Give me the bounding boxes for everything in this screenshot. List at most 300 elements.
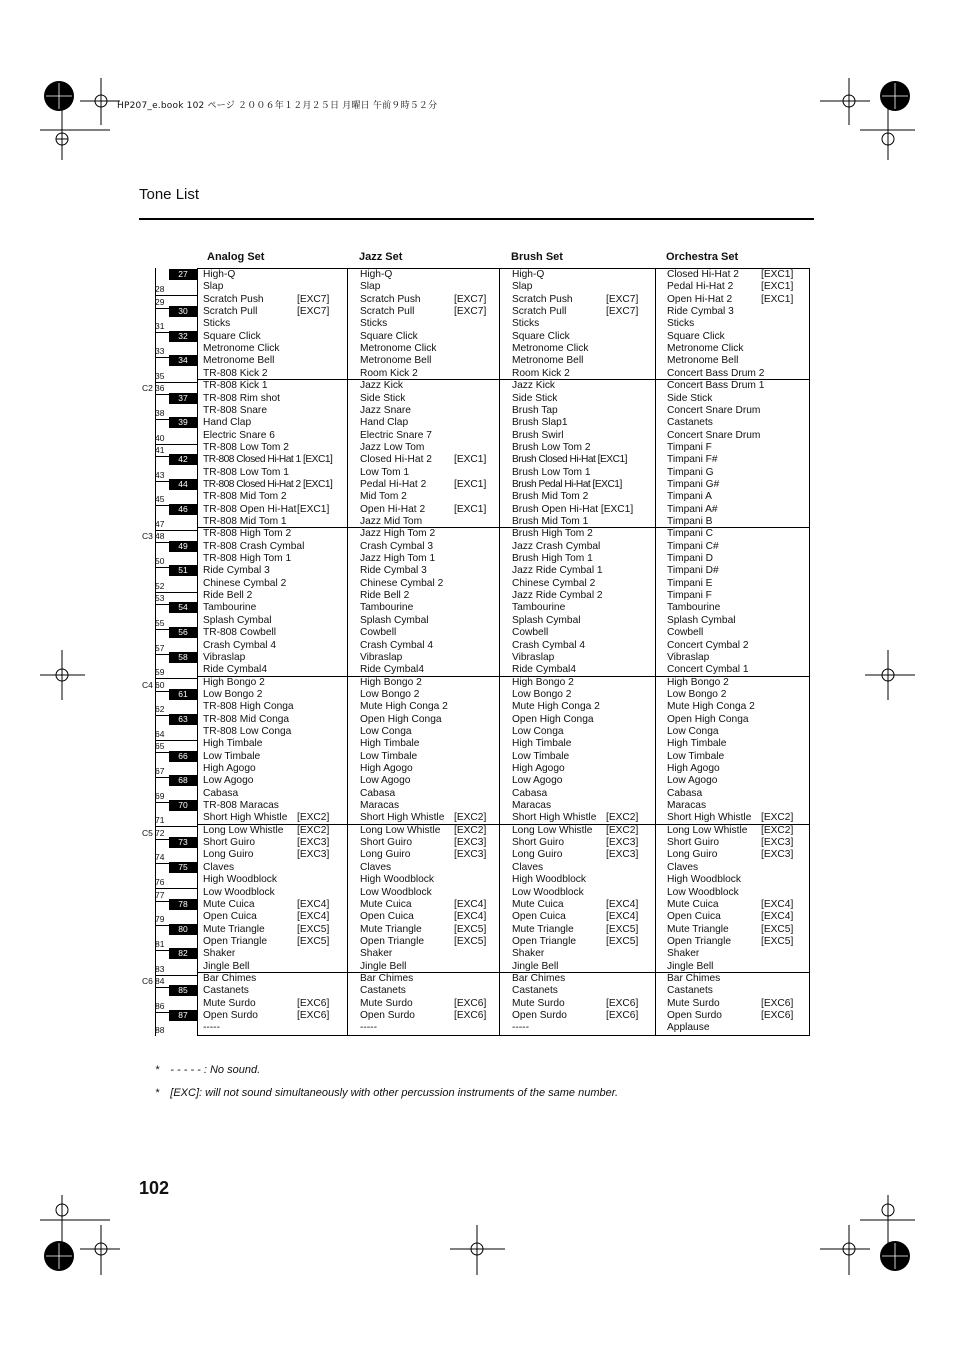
octave-label: C3 [142, 531, 153, 542]
tone-name-brush: Jazz Ride Cymbal 1 [512, 565, 603, 577]
tone-name-brush: Open Cuica [512, 911, 566, 923]
exclusive-group-orchestra: [EXC6] [761, 1010, 794, 1021]
tone-name-orchestra: Low Conga [667, 725, 719, 737]
black-key-label: 75 [169, 862, 197, 873]
tone-name-jazz: Jingle Bell [360, 960, 407, 972]
exclusive-group-brush: [EXC5] [606, 935, 639, 947]
tone-name-brush: Open Triangle [512, 935, 576, 947]
exclusive-group-jazz: [EXC7] [454, 306, 487, 318]
white-key-label: 83 [155, 963, 165, 974]
exclusive-group-jazz: [EXC3] [454, 837, 487, 849]
exclusive-group-analog: [EXC4] [297, 898, 330, 910]
tone-name-jazz: Jazz High Tom 2 [360, 528, 436, 540]
tone-name-orchestra: Jingle Bell [667, 960, 714, 972]
tone-name-orchestra: Concert Cymbal 2 [667, 639, 749, 651]
tone-name-brush: Brush Tap [512, 404, 558, 416]
tone-name-analog: Bar Chimes [203, 972, 257, 984]
tone-name-analog: Mute Triangle [203, 923, 265, 935]
tone-name-orchestra: Shaker [667, 948, 700, 960]
white-key-label: 57 [155, 642, 165, 653]
tone-name-analog: High Bongo 2 [203, 676, 265, 688]
exclusive-group-analog: [EXC7] [297, 293, 330, 305]
tone-name-brush: Tambourine [512, 602, 566, 614]
tone-name-orchestra: Timpani A [667, 491, 712, 503]
tone-name-orchestra: Ride Cymbal 3 [667, 306, 734, 318]
white-key-label: 31 [155, 321, 165, 332]
black-key-label: 78 [169, 899, 197, 910]
tone-name-orchestra: Metronome Bell [667, 355, 739, 367]
tone-name-orchestra: Short High Whistle [667, 812, 752, 824]
exclusive-group-analog: [EXC6] [297, 1010, 330, 1021]
tone-name-brush: Low Bongo 2 [512, 688, 572, 700]
tone-name-brush: Mute Triangle [512, 923, 574, 935]
tone-name-orchestra: Low Woodblock [667, 886, 739, 898]
tone-name-orchestra: Maracas [667, 800, 707, 812]
black-key-label: 49 [169, 541, 197, 552]
tone-name-orchestra: Cowbell [667, 627, 704, 639]
tone-name-analog: Open Triangle [203, 935, 267, 947]
tone-name-brush: Short High Whistle [512, 812, 597, 824]
tone-name-orchestra: High Agogo [667, 763, 720, 774]
white-key-label: 77 [155, 889, 165, 900]
tone-name-analog: TR-808 Cowbell [203, 627, 277, 639]
tone-name-jazz: Closed Hi-Hat 2 [360, 454, 432, 466]
white-key-label: 50 [155, 556, 165, 567]
tone-name-analog: Vibraslap [203, 651, 246, 663]
black-key-label: 51 [169, 565, 197, 576]
tone-name-orchestra: Mute Surdo [667, 997, 720, 1009]
tone-name-orchestra: Concert Bass Drum 2 [667, 367, 765, 379]
tone-name-analog: Scratch Pull [203, 306, 258, 318]
tone-name-analog: Shaker [203, 948, 236, 960]
tone-name-analog: High Woodblock [203, 874, 277, 886]
white-key-label: 72 [155, 827, 165, 838]
exclusive-group-brush: [EXC7] [606, 293, 639, 305]
tone-name-orchestra: Square Click [667, 330, 725, 342]
exclusive-group-brush: [EXC2] [606, 812, 639, 824]
tone-name-jazz: Jazz Mid Tom [360, 516, 423, 527]
tone-name-jazz: Jazz Snare [360, 404, 411, 416]
tone-name-jazz: Short Guiro [360, 837, 413, 849]
tone-name-brush: Bar Chimes [512, 972, 566, 984]
exclusive-group-jazz: [EXC6] [454, 1010, 487, 1021]
black-key-label: 56 [169, 627, 197, 638]
exclusive-group-jazz: [EXC3] [454, 849, 487, 861]
column-divider [499, 268, 500, 1036]
tone-name-jazz: Low Woodblock [360, 886, 432, 898]
octave-divider [197, 972, 810, 973]
exclusive-group-jazz: [EXC5] [454, 935, 487, 947]
tone-name-orchestra: Closed Hi-Hat 2 [667, 269, 739, 280]
tone-name-analog: Low Woodblock [203, 886, 275, 898]
white-key-label: 86 [155, 1000, 165, 1011]
tone-name-analog: Ride Bell 2 [203, 590, 253, 602]
octave-divider [197, 379, 810, 380]
tone-name-orchestra: Claves [667, 861, 699, 873]
exclusive-group-jazz: [EXC4] [454, 911, 487, 923]
tone-name-brush: Mute High Conga 2 [512, 701, 600, 713]
tone-name-orchestra: Timpani F [667, 590, 712, 602]
exclusive-group-orchestra: [EXC6] [761, 997, 794, 1009]
exclusive-group-brush: [EXC7] [606, 306, 639, 318]
tone-name-jazz: Long Low Whistle [360, 824, 441, 836]
tone-name-brush: Low Timbale [512, 750, 570, 762]
tone-name-brush: Metronome Bell [512, 355, 584, 367]
tone-name-brush: Low Woodblock [512, 886, 584, 898]
exclusive-group-analog: [EXC4] [297, 911, 330, 923]
tone-name-jazz: Mute Cuica [360, 898, 412, 910]
exclusive-group-orchestra: [EXC1] [761, 269, 794, 280]
tone-name-jazz: Splash Cymbal [360, 614, 429, 626]
tone-name-brush: Claves [512, 861, 544, 873]
tone-name-analog: Chinese Cymbal 2 [203, 577, 287, 589]
exclusive-group-orchestra: [EXC5] [761, 935, 794, 947]
black-key-label: 39 [169, 417, 197, 428]
tone-name-orchestra: Mute Cuica [667, 898, 719, 910]
tone-name-jazz: Scratch Push [360, 293, 421, 305]
tone-name-brush: Brush High Tom 2 [512, 528, 593, 540]
tone-name-brush: Square Click [512, 330, 570, 342]
tone-name-orchestra: Mute High Conga 2 [667, 701, 755, 713]
exclusive-group-brush: [EXC3] [606, 849, 639, 861]
file-header: HP207_e.book 102 ページ ２００６年１２月２５日 月曜日 午前９時５２分 [117, 101, 438, 111]
tone-name-brush: Cowbell [512, 627, 549, 639]
tone-name-brush: Slap [512, 281, 533, 293]
tone-name-brush: Brush High Tom 1 [512, 553, 593, 565]
white-key-label: 45 [155, 494, 165, 505]
exclusive-group-orchestra: [EXC1] [761, 281, 794, 293]
tone-name-jazz: Crash Cymbal 4 [360, 639, 434, 651]
tone-name-jazz: Side Stick [360, 392, 406, 404]
tone-name-jazz: Scratch Pull [360, 306, 415, 318]
tone-name-analog: Open Cuica [203, 911, 257, 923]
tone-name-jazz: ----- [360, 1022, 377, 1034]
tone-name-brush: ----- [512, 1022, 529, 1034]
tone-name-orchestra: Timpani A# [667, 503, 718, 515]
tone-name-analog: TR-808 Kick 2 [203, 367, 268, 379]
tone-name-orchestra: Timpani G# [667, 478, 720, 490]
tone-name-orchestra: High Bongo 2 [667, 676, 729, 688]
tone-name-brush: Cabasa [512, 787, 548, 799]
column-header-brush: Brush Set [511, 251, 563, 263]
tone-name-orchestra: High Timbale [667, 738, 727, 750]
exclusive-group-brush: [EXC3] [606, 837, 639, 849]
tone-name-orchestra: Concert Bass Drum 1 [667, 380, 765, 392]
tone-name-orchestra: Long Guiro [667, 849, 718, 861]
tone-name-jazz: Cowbell [360, 627, 397, 639]
black-key-label: 80 [169, 924, 197, 935]
tone-name-brush: Brush Mid Tom 2 [512, 491, 589, 503]
tone-name-jazz: Chinese Cymbal 2 [360, 577, 444, 589]
tone-name-brush: Long Guiro [512, 849, 563, 861]
exclusive-group-brush: [EXC4] [606, 911, 639, 923]
tone-name-analog: Ride Cymbal4 [203, 664, 267, 676]
white-key-label: 41 [155, 444, 165, 455]
tone-name-jazz: Ride Cymbal4 [360, 664, 424, 676]
tone-name-jazz: High Timbale [360, 738, 420, 750]
white-key-label: 48 [155, 531, 165, 542]
tone-name-orchestra: Open Hi-Hat 2 [667, 293, 733, 305]
tone-name-analog: Low Bongo 2 [203, 688, 263, 700]
black-key-label: 32 [169, 331, 197, 342]
tone-name-jazz: High-Q [360, 269, 393, 280]
column-header-jazz: Jazz Set [359, 251, 403, 263]
tone-name-orchestra: Timpani D# [667, 565, 719, 577]
tone-name-analog: TR-808 High Tom 2 [203, 528, 292, 540]
tone-name-brush: Brush Closed Hi-Hat [EXC1] [512, 454, 627, 466]
tone-name-jazz: Sticks [360, 318, 388, 330]
tone-name-orchestra: Timpani C# [667, 540, 719, 552]
tone-name-brush: Crash Cymbal 4 [512, 639, 586, 651]
exclusive-group-analog: [EXC3] [297, 837, 330, 849]
tone-name-brush: Metronome Click [512, 343, 589, 355]
tone-name-jazz: Claves [360, 861, 392, 873]
white-key-label: 59 [155, 667, 165, 678]
white-key-label: 60 [155, 679, 165, 690]
white-key-label: 43 [155, 469, 165, 480]
tone-name-orchestra: Timpani D [667, 553, 714, 565]
tone-name-analog: TR-808 Rim shot [203, 392, 280, 404]
exclusive-group-jazz: [EXC2] [454, 812, 487, 824]
white-key-label: 38 [155, 407, 165, 418]
tone-name-analog: TR-808 Mid Conga [203, 713, 290, 725]
tone-name-analog: TR-808 Low Tom 1 [203, 466, 289, 478]
exclusive-group-jazz: [EXC1] [454, 454, 487, 466]
white-key-label: 36 [155, 383, 165, 394]
tone-name-jazz: Low Agogo [360, 775, 411, 787]
octave-label: C4 [142, 679, 153, 690]
title-rule [139, 218, 814, 220]
black-key-label: 73 [169, 837, 197, 848]
black-key-label: 68 [169, 775, 197, 786]
tone-name-jazz: Shaker [360, 948, 393, 960]
black-key-label: 87 [169, 1010, 197, 1021]
white-key-label: 35 [155, 370, 165, 381]
exclusive-group-orchestra: [EXC1] [761, 293, 794, 305]
tone-name-orchestra: Timpani G [667, 466, 714, 478]
tone-name-jazz: High Bongo 2 [360, 676, 422, 688]
white-key-label: 74 [155, 852, 165, 863]
black-key-label: 54 [169, 602, 197, 613]
tone-name-jazz: Long Guiro [360, 849, 411, 861]
section-title: Tone List [139, 186, 200, 203]
exclusive-group-analog: [EXC6] [297, 997, 330, 1009]
tone-name-analog: Open Surdo [203, 1010, 258, 1021]
tone-name-analog: Hand Clap [203, 417, 252, 429]
tone-name-analog: Claves [203, 861, 235, 873]
tone-name-jazz: Metronome Click [360, 343, 437, 355]
exclusive-group-analog: [EXC5] [297, 923, 330, 935]
tone-name-analog: Ride Cymbal 3 [203, 565, 270, 577]
tone-name-analog: TR-808 Mid Tom 2 [203, 491, 287, 503]
tone-name-orchestra: Concert Snare Drum [667, 429, 761, 441]
tone-name-brush: Side Stick [512, 392, 558, 404]
white-key-label: 81 [155, 938, 165, 949]
white-key-label: 47 [155, 519, 165, 529]
tone-name-orchestra: Bar Chimes [667, 972, 721, 984]
tone-name-orchestra: Timpani C [667, 528, 714, 540]
exclusive-group-jazz: [EXC1] [454, 503, 487, 515]
tone-name-analog: Metronome Bell [203, 355, 275, 367]
tone-name-analog: Sticks [203, 318, 231, 330]
tone-name-jazz: Castanets [360, 985, 406, 997]
white-key-label: 29 [155, 296, 165, 307]
exclusive-group-orchestra: [EXC5] [761, 923, 794, 935]
tone-name-brush: Brush Mid Tom 1 [512, 516, 589, 527]
tone-name-jazz: Jazz Kick [360, 380, 404, 392]
exclusive-group-brush: [EXC2] [606, 824, 639, 836]
tone-name-brush: Open High Conga [512, 713, 594, 725]
tone-name-analog: Mute Surdo [203, 997, 256, 1009]
exclusive-group-orchestra: [EXC3] [761, 837, 794, 849]
white-key-label: 88 [155, 1025, 165, 1036]
tone-name-jazz: Open High Conga [360, 713, 442, 725]
tone-name-analog: TR-808 Closed Hi-Hat 1 [EXC1] [203, 454, 333, 466]
tone-name-jazz: Pedal Hi-Hat 2 [360, 478, 427, 490]
tone-name-analog: Cabasa [203, 787, 239, 799]
exclusive-group-jazz: [EXC1] [454, 478, 487, 490]
tone-name-analog: TR-808 Maracas [203, 800, 279, 812]
tone-name-brush: Scratch Pull [512, 306, 567, 318]
note-exc: * [EXC]: will not sound simultaneously with other percussion instruments of the same number. [155, 1087, 619, 1099]
tone-name-orchestra: Pedal Hi-Hat 2 [667, 281, 734, 293]
tone-name-brush: Jingle Bell [512, 960, 559, 972]
tone-name-brush: Splash Cymbal [512, 614, 581, 626]
tone-name-jazz: Ride Bell 2 [360, 590, 410, 602]
black-key-label: 44 [169, 479, 197, 490]
white-key-label: 53 [155, 593, 165, 604]
tone-name-orchestra: Timpani B [667, 516, 713, 527]
tone-name-analog: Crash Cymbal 4 [203, 639, 277, 651]
tone-name-analog: TR-808 Closed Hi-Hat 2 [EXC1] [203, 478, 333, 490]
column-header-orchestra: Orchestra Set [666, 251, 739, 263]
tone-name-orchestra: Cabasa [667, 787, 703, 799]
tone-name-brush: Mute Cuica [512, 898, 564, 910]
tone-name-brush: Scratch Push [512, 293, 573, 305]
tone-name-brush: Vibraslap [512, 651, 555, 663]
tone-name-orchestra: Splash Cymbal [667, 614, 736, 626]
tone-name-analog: TR-808 High Conga [203, 701, 294, 713]
tone-name-orchestra: Concert Cymbal 1 [667, 664, 749, 676]
tone-name-jazz: Low Bongo 2 [360, 688, 420, 700]
tone-name-brush: Maracas [512, 800, 552, 812]
tone-name-jazz: Electric Snare 7 [360, 429, 432, 441]
tone-name-jazz: High Agogo [360, 763, 413, 774]
white-key-label: 64 [155, 728, 165, 739]
white-key-label: 71 [155, 815, 165, 826]
tone-name-orchestra: Concert Snare Drum [667, 404, 761, 416]
exclusive-group-analog: [EXC2] [297, 812, 330, 824]
tone-name-orchestra: Long Low Whistle [667, 824, 748, 836]
exclusive-group-jazz: [EXC5] [454, 923, 487, 935]
exclusive-group-analog: [EXC1] [297, 503, 330, 515]
tone-name-jazz: Mute Triangle [360, 923, 422, 935]
tone-name-brush: High Timbale [512, 738, 572, 750]
tone-name-jazz: Short High Whistle [360, 812, 445, 824]
tone-name-analog: TR-808 Low Conga [203, 725, 292, 737]
tone-name-orchestra: Open Cuica [667, 911, 721, 923]
tone-name-jazz: Square Click [360, 330, 418, 342]
exclusive-group-brush: [EXC6] [606, 997, 639, 1009]
white-key-label: 67 [155, 766, 165, 776]
tone-name-brush: Mute Surdo [512, 997, 565, 1009]
tone-name-analog: Splash Cymbal [203, 614, 272, 626]
white-key-label: 62 [155, 704, 165, 715]
octave-divider [197, 676, 810, 677]
tone-name-jazz: Mid Tom 2 [360, 491, 407, 503]
tone-name-jazz: Bar Chimes [360, 972, 414, 984]
tone-name-jazz: Tambourine [360, 602, 414, 614]
black-key-label: 34 [169, 355, 197, 366]
tone-name-brush: High Agogo [512, 763, 565, 774]
tone-name-analog: Metronome Click [203, 343, 280, 355]
tone-name-brush: Jazz Crash Cymbal [512, 540, 601, 552]
tone-name-brush: Castanets [512, 985, 558, 997]
octave-label: C2 [142, 383, 153, 394]
tone-name-jazz: Hand Clap [360, 417, 409, 429]
tone-name-orchestra: Castanets [667, 417, 713, 429]
tone-name-orchestra: Mute Triangle [667, 923, 729, 935]
octave-label: C5 [142, 827, 153, 838]
tone-name-analog: Short High Whistle [203, 812, 288, 824]
black-key-label: 37 [169, 393, 197, 404]
column-divider [347, 268, 348, 1036]
white-key-label: 84 [155, 975, 165, 986]
column-divider [655, 268, 656, 1036]
white-key-label: 28 [155, 284, 165, 295]
tone-name-brush: Jazz Ride Cymbal 2 [512, 590, 603, 602]
exclusive-group-brush: [EXC5] [606, 923, 639, 935]
white-key-label: 76 [155, 877, 165, 888]
tone-name-analog: Scratch Push [203, 293, 264, 305]
tone-name-brush: Brush Low Tom 1 [512, 466, 591, 478]
tone-name-brush: Ride Cymbal4 [512, 664, 576, 676]
tone-name-brush: Low Agogo [512, 775, 563, 787]
tone-name-jazz: Room Kick 2 [360, 367, 418, 379]
tone-name-orchestra: Timpani E [667, 577, 713, 589]
tone-name-jazz: Jazz High Tom 1 [360, 553, 436, 565]
exclusive-group-jazz: [EXC7] [454, 293, 487, 305]
black-key-label: 66 [169, 751, 197, 762]
tone-name-analog: TR-808 Kick 1 [203, 380, 268, 392]
white-key-label: 55 [155, 617, 165, 628]
tone-name-orchestra: Open High Conga [667, 713, 749, 725]
tone-name-orchestra: Side Stick [667, 392, 713, 404]
tone-name-jazz: Vibraslap [360, 651, 403, 663]
tone-name-brush: Brush Open Hi-Hat [EXC1] [512, 503, 634, 515]
tone-name-jazz: Low Tom 1 [360, 466, 410, 478]
note-no-sound: * - - - - - : No sound. [155, 1064, 261, 1076]
tone-name-analog: ----- [203, 1022, 220, 1034]
black-key-label: 46 [169, 504, 197, 515]
tone-name-brush: Brush Pedal Hi-Hat [EXC1] [512, 478, 622, 490]
tone-name-orchestra: Timpani F [667, 441, 712, 453]
octave-label: C6 [142, 975, 153, 986]
tone-name-analog: Jingle Bell [203, 960, 250, 972]
black-key-label: 30 [169, 306, 197, 317]
exclusive-group-orchestra: [EXC2] [761, 824, 794, 836]
tone-name-orchestra: Short Guiro [667, 837, 720, 849]
tone-name-jazz: Metronome Bell [360, 355, 432, 367]
tone-name-analog: Electric Snare 6 [203, 429, 275, 441]
black-key-label: 42 [169, 454, 197, 465]
octave-divider [197, 824, 810, 825]
tone-name-jazz: Open Cuica [360, 911, 414, 923]
tone-name-jazz: Mute Surdo [360, 997, 413, 1009]
tone-name-jazz: High Woodblock [360, 874, 434, 886]
exclusive-group-orchestra: [EXC2] [761, 812, 794, 824]
tone-name-brush: High Bongo 2 [512, 676, 574, 688]
